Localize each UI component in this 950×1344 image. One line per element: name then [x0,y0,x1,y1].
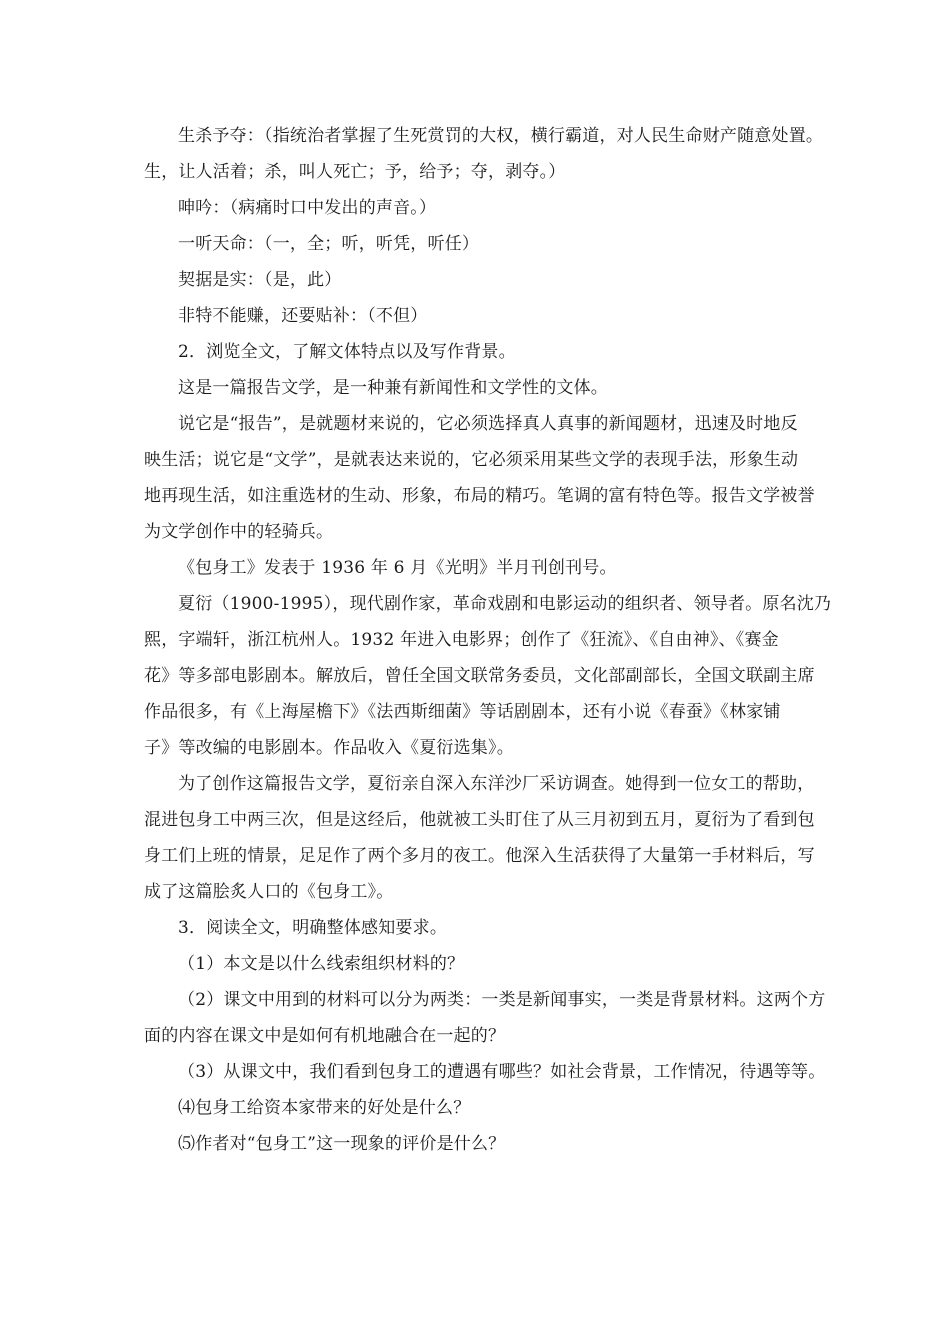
text-line: 生，让人活着；杀，叫人死亡；予，给予；夺，剥夺。） [144,162,566,182]
text-line: 《包身工》发表于 1936 年 6 月《光明》半月刊创刊号。 [178,558,617,578]
question-item: （2）课文中用到的材料可以分为两类：一类是新闻事实，一类是背景材料。这两个方 [178,990,826,1010]
text-line: 身工们上班的情景，足足作了两个多月的夜工。他深入生活获得了大量第一手材料后，写 [144,846,815,866]
text-line: 呻吟：（病痛时口中发出的声音。） [178,198,437,218]
question-item: ⑸作者对“包身工”这一现象的评价是什么？ [178,1134,506,1154]
section-heading: 2．浏览全文，了解文体特点以及写作背景。 [178,342,516,362]
text-line: 子》等改编的电影剧本。作品收入《夏衍选集》。 [144,738,514,758]
text-line: 契据是实：（是，此） [178,270,342,290]
question-item: （3）从课文中，我们看到包身工的遭遇有哪些？如社会背景，工作情况，待遇等等。 [178,1062,826,1082]
text-line: 混进包身工中两三次，但是这经后，他就被工头盯住了从三月初到五月，夏衍为了看到包 [144,810,815,830]
text-line: 说它是“报告”，是就题材来说的，它必须选择真人真事的新闻题材，迅速及时地反 [178,414,798,434]
text-line: 面的内容在课文中是如何有机地融合在一起的？ [144,1026,506,1046]
text-line: 这是一篇报告文学，是一种兼有新闻性和文学性的文体。 [178,378,608,398]
text-line: 夏衍（1900-1995），现代剧作家，革命戏剧和电影运动的组织者、领导者。原名沈乃 [178,594,832,614]
text-line: 为文学创作中的轻骑兵。 [144,522,334,542]
text-line: 一听天命：（一，全；听，听凭，听任） [178,234,480,254]
question-item: ⑷包身工给资本家带来的好处是什么？ [178,1098,471,1118]
text-line: 成了这篇脍炙人口的《包身工》。 [144,882,394,902]
question-item: （1）本文是以什么线索组织材料的？ [178,954,465,974]
text-line: 非特不能赚，还要贴补：（不但） [178,306,428,326]
text-line: 熙，字端轩，浙江杭州人。1932 年进入电影界；创作了《狂流》、《自由神》、《赛金 [144,630,779,650]
text-line: 生杀予夺：（指统治者掌握了生死赏罚的大权，横行霸道，对人民生命财产随意处置。 [178,126,824,146]
section-heading: 3．阅读全文，明确整体感知要求。 [178,918,448,938]
text-line: 地再现生活，如注重选材的生动、形象，布局的精巧。笔调的富有特色等。报告文学被誉 [144,486,815,506]
text-line: 映生活；说它是“文学”，是就表达来说的，它必须采用某些文学的表现手法，形象生动 [144,450,799,470]
text-line: 作品很多，有《上海屋檐下》《法西斯细菌》等话剧剧本，还有小说《春蚕》《林家铺 [144,702,781,722]
document-body [144,118,832,1162]
text-line: 花》等多部电影剧本。解放后，曾任全国文联常务委员，文化部副部长，全国文联副主席 [144,666,815,686]
text-line: 为了创作这篇报告文学，夏衍亲自深入东洋沙厂采访调查。她得到一位女工的帮助， [178,774,815,794]
